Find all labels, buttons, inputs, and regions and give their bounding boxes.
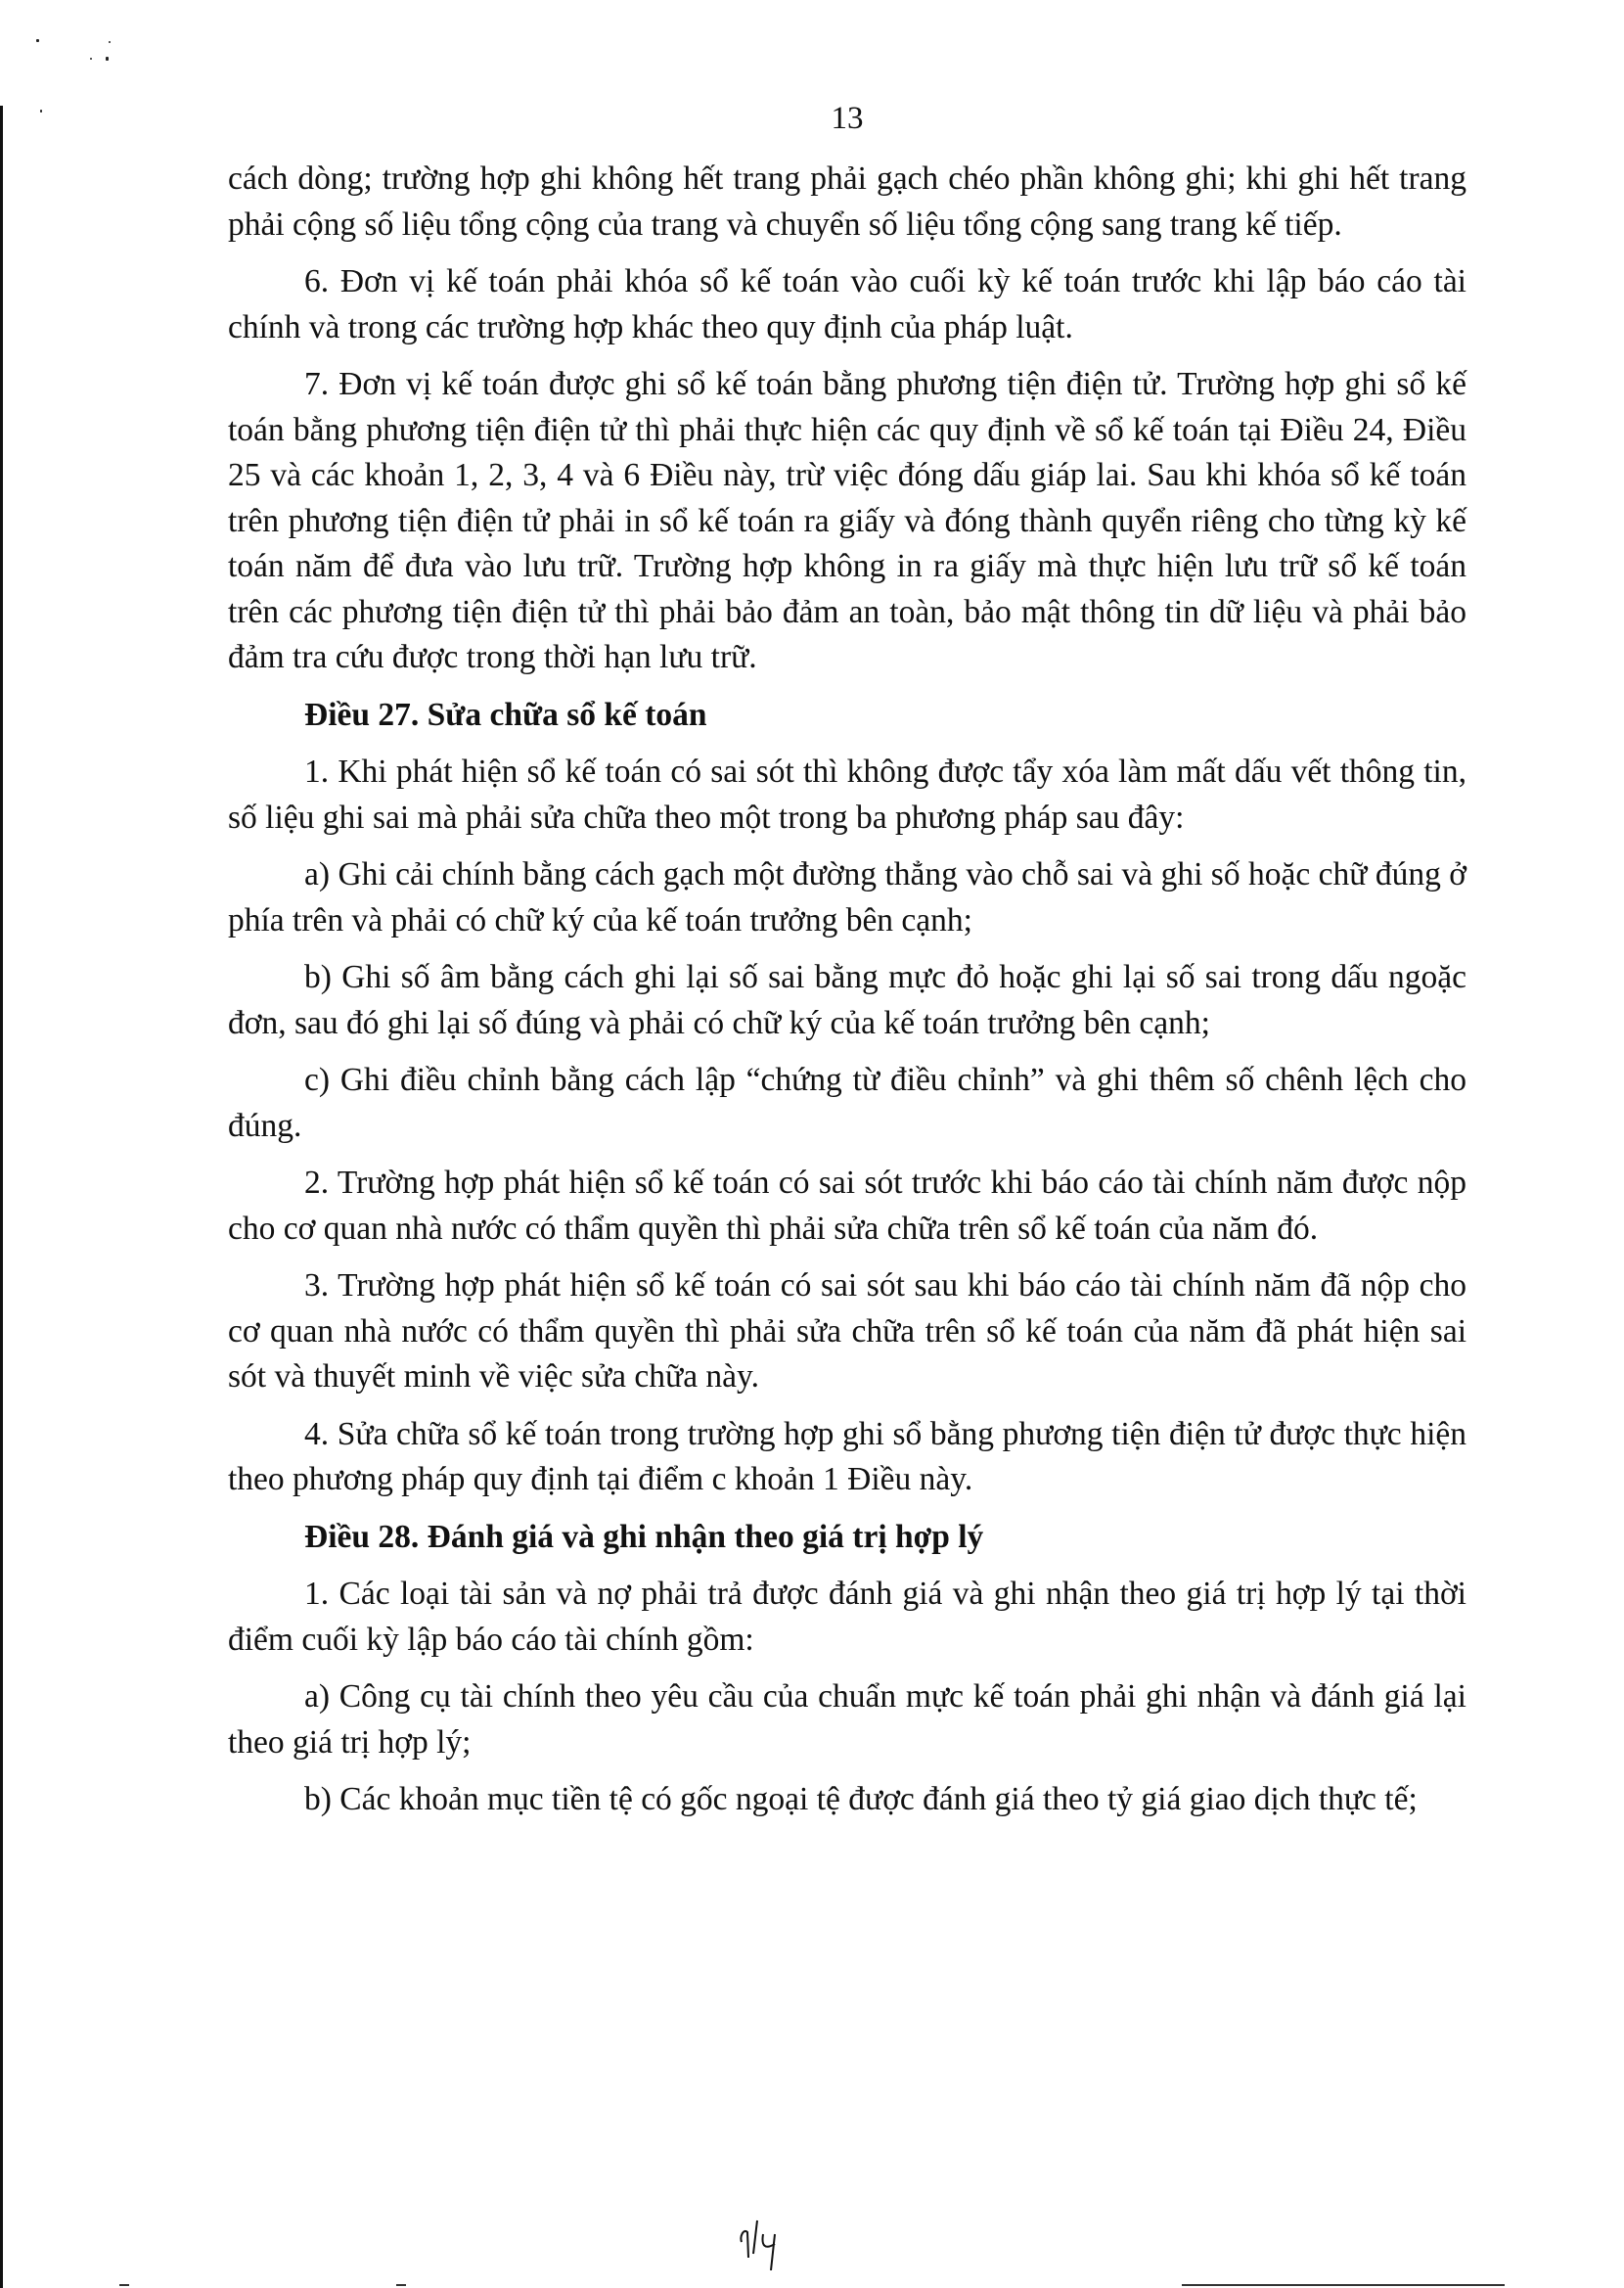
scan-edge-bottom [119,2284,129,2286]
handwritten-page-mark [736,2217,804,2270]
scan-edge-bottom [1182,2284,1505,2286]
scan-speck [106,57,109,61]
scan-speck [109,41,111,43]
paragraph: a) Công cụ tài chính theo yêu cầu của chuẩn mực kế toán phải ghi nhận và đánh giá lại theo giá trị hợp lý; [228,1678,1466,1761]
paragraph: b) Các khoản mục tiền tệ có gốc ngoại tệ được đánh giá theo tỷ giá giao dịch thực tế; [304,1781,1418,1817]
paragraph: 7. Đơn vị kế toán được ghi sổ kế toán bằng phương tiện điện tử. Trường hợp ghi sổ kế toán bằng phương tiện điện tử thì phải thực hiện các quy định về sổ kế toán tại Điều 24, Điều 25 và các khoản 1, 2, 3, 4 và 6 Điều này, trừ việc đóng dấu giáp lai. Sau khi khóa sổ kế toán trên phương tiện điện tử phải in sổ kế toán ra giấy và đóng thành quyển riêng cho từng kỳ kế toán năm để đưa vào lưu trữ. Trường hợp không in ra giấy mà thực hiện lưu trữ sổ kế toán trên các phương tiện điện tử thì phải bảo đảm an toàn, bảo mật thông tin dữ liệu và phải bảo đảm tra cứu được trong thời hạn lưu trữ. [228,366,1466,675]
article-heading: Điều 28. Đánh giá và ghi nhận theo giá trị hợp lý [304,1518,984,1555]
scan-speck [36,39,39,42]
document-body [228,157,1466,1835]
paragraph: 6. Đơn vị kế toán phải khóa sổ kế toán vào cuối kỳ kế toán trước khi lập báo cáo tài chính và trong các trường hợp khác theo quy định của pháp luật. [228,263,1466,345]
paragraph: 1. Các loại tài sản và nợ phải trả được đánh giá và ghi nhận theo giá trị hợp lý tại thời điểm cuối kỳ lập báo cáo tài chính gồm: [228,1576,1466,1658]
paragraph: a) Ghi cải chính bằng cách gạch một đường thẳng vào chỗ sai và ghi số hoặc chữ đúng ở phía trên và phải có chữ ký của kế toán trưởng bên cạnh; [228,856,1466,938]
scan-edge-bottom [396,2284,406,2286]
paragraph: 4. Sửa chữa sổ kế toán trong trường hợp ghi sổ bằng phương tiện điện tử được thực hiện theo phương pháp quy định tại điểm c khoản 1 Điều này. [228,1415,1466,1497]
scan-edge-left [0,106,3,2288]
paragraph: c) Ghi điều chỉnh bằng cách lập “chứng từ điều chỉnh” và ghi thêm số chênh lệch cho đúng. [228,1062,1466,1144]
paragraph: 1. Khi phát hiện sổ kế toán có sai sót thì không được tẩy xóa làm mất dấu vết thông tin, số liệu ghi sai mà phải sửa chữa theo một trong ba phương pháp sau đây: [228,754,1466,836]
scan-speck [90,58,92,60]
page-number: 13 [831,101,864,136]
paragraph: 3. Trường hợp phát hiện sổ kế toán có sai sót sau khi báo cáo tài chính năm đã nộp cho cơ quan nhà nước có thẩm quyền thì phải sửa chữa trên sổ kế toán của năm đã phát hiện sai sót và thuyết minh về việc sửa chữa này. [228,1267,1466,1395]
paragraph: 2. Trường hợp phát hiện sổ kế toán có sai sót trước khi báo cáo tài chính năm được nộp cho cơ quan nhà nước có thẩm quyền thì phải sửa chữa trên sổ kế toán của năm đó. [228,1165,1466,1247]
article-heading: Điều 27. Sửa chữa sổ kế toán [304,696,707,733]
paragraph: cách dòng; trường hợp ghi không hết trang phải gạch chéo phần không ghi; khi ghi hết trang phải cộng số liệu tổng cộng của trang và chuyển số liệu tổng cộng sang trang kế tiếp. [228,160,1466,243]
paragraph: b) Ghi số âm bằng cách ghi lại số sai bằng mực đỏ hoặc ghi lại số sai trong dấu ngoặc đơn, sau đó ghi lại số đúng và phải có chữ ký của kế toán trưởng bên cạnh; [228,959,1466,1041]
